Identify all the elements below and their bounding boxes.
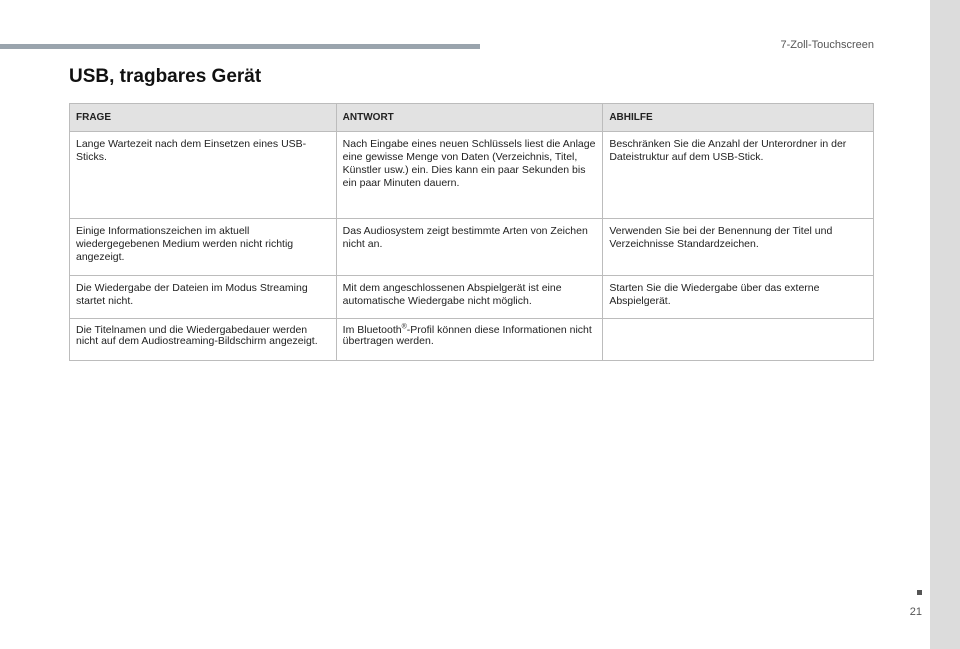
- page-marker-square: [917, 590, 922, 595]
- cell-antwort: [336, 319, 603, 361]
- cell-frage: Die Titelnamen und die Wiedergabedauer werden nicht auf dem Audiostreaming-Bildschirm angezeigt.: [70, 319, 337, 361]
- chapter-title: 7-Zoll-Touchscreen: [780, 39, 874, 51]
- antwort-text-pre: Im Bluetooth: [342, 324, 402, 336]
- cell-frage: Einige Informationszeichen im aktuell wiedergegebenen Medium werden nicht richtig angezeigt.: [70, 219, 337, 276]
- side-margin-band: [930, 0, 960, 649]
- table-row: [70, 132, 874, 219]
- table-row: [70, 219, 874, 276]
- column-header-frage: FRAGE: [70, 104, 337, 132]
- table-row: [70, 276, 874, 319]
- cell-antwort: Das Audiosystem zeigt bestimmte Arten von Zeichen nicht an.: [336, 219, 603, 276]
- cell-abhilfe: [603, 319, 874, 361]
- cell-frage: Die Wiedergabe der Dateien im Modus Streaming startet nicht.: [70, 276, 337, 319]
- table-header-row: [70, 104, 874, 132]
- column-header-abhilfe: ABHILFE: [603, 104, 874, 132]
- section-title: USB, tragbares Gerät: [69, 66, 262, 87]
- cell-antwort: Nach Eingabe eines neuen Schlüssels liest die Anlage eine gewisse Menge von Daten (Verzeichnis, Titel, Künstler usw.) ein. Dies kann ein paar Sekunden bis ein paar Minuten dauern.: [336, 132, 603, 219]
- faq-table: [69, 103, 874, 361]
- cell-frage: Lange Wartezeit nach dem Einsetzen eines USB-Sticks.: [70, 132, 337, 219]
- cell-antwort: Mit dem angeschlossenen Abspielgerät ist eine automatische Wiedergabe nicht möglich.: [336, 276, 603, 319]
- cell-abhilfe: Starten Sie die Wiedergabe über das externe Abspielgerät.: [603, 276, 874, 319]
- column-header-antwort: ANTWORT: [336, 104, 603, 132]
- page-number: 21: [909, 606, 922, 618]
- cell-abhilfe: Verwenden Sie bei der Benennung der Titel und Verzeichnisse Standardzeichen.: [603, 219, 874, 276]
- table-row: [70, 319, 874, 361]
- antwort-text-post: -Profil können diese Informationen nicht übertragen werden.: [342, 324, 592, 347]
- cell-abhilfe: Beschränken Sie die Anzahl der Unterordner in der Dateistruktur auf dem USB-Stick.: [603, 132, 874, 219]
- registered-mark: ®: [401, 323, 407, 331]
- header-rule: [0, 44, 480, 49]
